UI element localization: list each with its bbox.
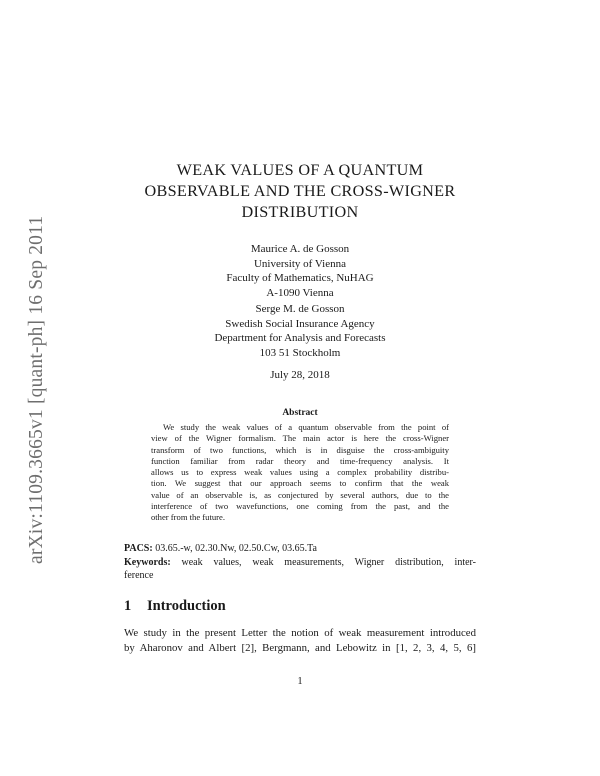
- section-heading: [124, 598, 476, 615]
- author-affiliation: University of Vienna: [253, 257, 346, 270]
- keywords-value: weak values, weak measurements, Wigner distribution, inter-: [181, 557, 476, 568]
- author-block: [150, 302, 450, 360]
- author-affiliation: Swedish Social Insurance Agency: [225, 317, 375, 330]
- author-affiliation: A-1090 Vienna: [266, 286, 334, 299]
- page-number: 1: [297, 676, 303, 687]
- abstract-line: tion. We suggest that our approach seems to confirm that the weak: [151, 478, 449, 489]
- keywords-line: ference: [124, 570, 154, 581]
- abstract-line: transform of two functions, which is in disguise the cross-ambiguity: [151, 444, 449, 455]
- body-line: by Aharonov and Albert [2], Bergmann, and Lebowitz in [1, 2, 3, 4, 5, 6]: [124, 641, 476, 654]
- body-paragraph: [124, 626, 476, 655]
- abstract-line: interference of two wavefunctions, one coming from the past, and the: [151, 501, 449, 512]
- keywords-label: Keywords:: [124, 557, 171, 568]
- abstract-body: [151, 422, 449, 524]
- abstract-heading: Abstract: [282, 408, 318, 418]
- abstract-line: We study the weak values of a quantum observable from the point of: [163, 422, 449, 432]
- arxiv-stamp: arXiv:1109.3665v1 [quant-ph] 16 Sep 2011: [26, 215, 47, 564]
- section-title: Introduction: [147, 598, 226, 614]
- author-name: Serge M. de Gosson: [255, 303, 345, 315]
- body-line: We study in the present Letter the notion of weak measurement introduced: [124, 627, 476, 639]
- author-affiliation: 103 51 Stockholm: [259, 346, 341, 359]
- pacs-label: PACS:: [124, 543, 153, 554]
- author-name: Maurice A. de Gosson: [250, 243, 350, 255]
- abstract-line: other from the future.: [151, 512, 225, 523]
- title-line: OBSERVABLE AND THE CROSS-WIGNER: [144, 182, 456, 200]
- pacs-line: [124, 542, 476, 555]
- title-line: WEAK VALUES OF A QUANTUM: [176, 161, 424, 179]
- keywords-block: [124, 556, 476, 582]
- keywords-line: [124, 556, 476, 569]
- section-number: 1: [124, 598, 132, 614]
- paper-title: [110, 160, 490, 223]
- author-affiliation: Faculty of Mathematics, NuHAG: [226, 272, 374, 284]
- author-affiliation: Department for Analysis and Forecasts: [214, 332, 386, 344]
- author-block: [150, 242, 450, 300]
- abstract-line: value of an observable is, as conjectured by several authors, due to the: [151, 489, 449, 500]
- abstract-line: function familiar from radar theory and time-frequency analysis. It: [151, 455, 449, 466]
- pacs-value: 03.65.-w, 02.30.Nw, 02.50.Cw, 03.65.Ta: [155, 543, 317, 554]
- abstract-line: view of the Wigner formalism. The main actor is here the cross-Wigner: [151, 433, 449, 444]
- paper-date: July 28, 2018: [270, 369, 330, 381]
- abstract-line: allows us to express weak values using a complex probability distribu-: [151, 467, 449, 478]
- title-line: DISTRIBUTION: [241, 203, 359, 221]
